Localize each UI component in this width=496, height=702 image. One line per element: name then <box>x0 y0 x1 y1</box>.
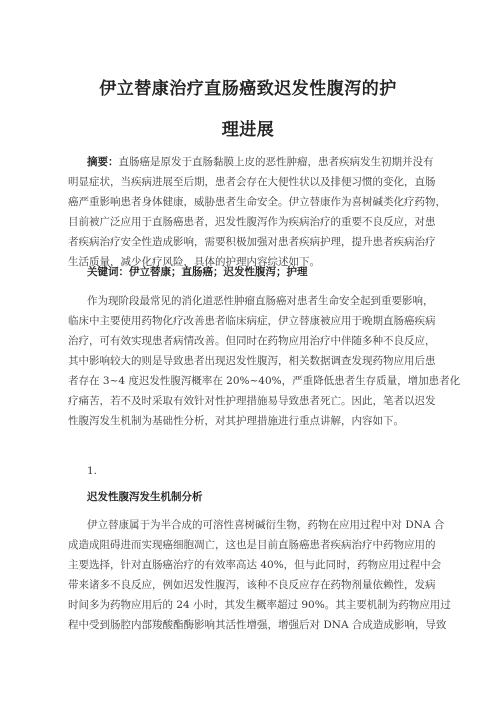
intro-line: 作为现阶段最常见的消化道恶性肿瘤直肠癌对患者生命安全起到重要影响， <box>87 295 434 307</box>
body-first <box>87 515 444 535</box>
intro-line: 临床中主要使用药物化疗改善患者临床病症，伊立替康被应用于晚期直肠癌疾病 <box>68 315 436 327</box>
body-line: 时间多为药物应用后的 24 小时，其发生概率超过 90%。其主要机制为药物应用过 <box>68 599 451 611</box>
abstract-line: 生活质量，减少化疗风险，具体的护理内容综述如下。 <box>68 256 320 268</box>
title-line-1: 伊立替康治疗直肠癌致迟发性腹泻的护 <box>99 79 397 99</box>
intro-line: 性腹泻发生机制为基础性分析，对其护理措施进行重点讲解，内容如下。 <box>68 415 404 427</box>
intro-first <box>87 291 434 311</box>
section-number: 1. <box>87 465 98 477</box>
title-line-2: 理进展 <box>221 120 275 140</box>
abstract-line: 癌严重影响患者身体健康，威胁患者生命安全。伊立替康作为喜树碱类化疗药物， <box>68 196 446 208</box>
keywords <box>87 262 308 282</box>
intro-line: 其中影响较大的则是导致患者出现迟发性腹泻，相关数据调查发现药物应用后患 <box>68 355 436 367</box>
body-line: 主要选择，针对直肠癌治疗的有效率高达 40%，但与此同时，药物应用过程中会 <box>68 559 442 571</box>
body-line: 带来诸多不良反应，例如迟发性腹泻，该种不良反应存在药物剂量依赖性，发病 <box>68 579 436 591</box>
body-continued <box>68 535 451 635</box>
intro-continued <box>68 311 460 431</box>
intro-line: 疗痛苦，若不及时采取有效针对性护理措施易导致患者死亡。因此，笔者以迟发 <box>68 395 436 407</box>
abstract-line: 目前被广泛应用于直肠癌患者，迟发性腹泻作为疾病治疗的重要不良反应，对患 <box>68 216 436 228</box>
body-line: 伊立替康属于为半合成的可溶性喜树碱衍生物，药物在应用过程中对 DNA 合 <box>87 519 445 531</box>
section-heading: 迟发性腹泻发生机制分析 <box>87 491 203 503</box>
abstract-label: 摘要： <box>87 156 119 168</box>
intro-line: 治疗，可有效实现患者病情改善。但同时在药物应用治疗中伴随多种不良反应， <box>68 335 436 347</box>
intro-line: 者存在 3~4 度迟发性腹泻概率在 20%~40%，严重降低患者生存质量，增加患者化 <box>68 375 461 387</box>
keywords-label: 关键词： <box>87 266 129 278</box>
abstract-continued <box>68 172 446 272</box>
abstract-line: 明显症状，当疾病进展至后期，患者会存在大便性状以及排便习惯的变化，直肠 <box>68 176 436 188</box>
body-line: 成造成阻碍进而实现癌细胞凋亡，这也是目前直肠癌患者疾病治疗中药物应用的 <box>68 539 436 551</box>
abstract <box>87 152 434 172</box>
abstract-line: 直肠癌是原发于直肠黏膜上皮的恶性肿瘤，患者疾病发生初期并没有 <box>118 156 434 168</box>
body-line: 程中受到肠腔内部羧酸酯酶影响其活性增强，增强后对 DNA 合成造成影响，导致 <box>68 619 447 631</box>
keywords-text: 伊立替康；直肠癌；迟发性腹泻；护理 <box>129 266 308 278</box>
abstract-line: 者疾病治疗安全性造成影响，需要积极加强对患者疾病护理，提升患者疾病治疗 <box>68 236 436 248</box>
